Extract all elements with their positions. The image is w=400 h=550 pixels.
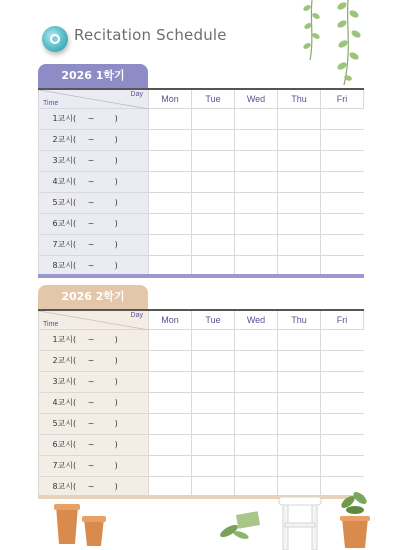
open-paren: ( [73,377,77,386]
period-name: 1교시 [52,335,73,344]
day-axis-label: Day [130,312,143,319]
schedule-cell[interactable] [235,371,278,392]
schedule-cell[interactable] [235,392,278,413]
period-row [39,255,364,276]
corner-header [39,310,149,329]
day-header: Wed [235,310,278,329]
schedule-cell[interactable] [235,213,278,234]
logo-icon [38,22,70,54]
tilde: ~ [87,419,95,428]
schedule-cell[interactable] [235,150,278,171]
schedule-cell[interactable] [192,192,235,213]
schedule-cell[interactable] [192,476,235,497]
period-row [39,413,364,434]
period-name: 8교시 [52,482,73,491]
open-paren: ( [73,419,77,428]
stool-icon [275,495,325,550]
schedule-cell[interactable] [192,108,235,129]
schedule-cell[interactable] [321,171,364,192]
close-paren: ) [114,482,118,491]
schedule-cell[interactable] [235,350,278,371]
day-header: Fri [321,310,364,329]
period-label [39,413,149,434]
open-paren: ( [73,440,77,449]
schedule-cell[interactable] [278,213,321,234]
schedule-cell[interactable] [278,413,321,434]
schedule-cell[interactable] [278,392,321,413]
period-name: 5교시 [52,198,73,207]
tilde: ~ [87,219,95,228]
period-name: 8교시 [52,261,73,270]
period-label [39,255,149,276]
close-paren: ) [114,335,118,344]
period-label [39,434,149,455]
schedule-cell[interactable] [235,434,278,455]
period-row [39,371,364,392]
period-row [39,108,364,129]
period-label [39,476,149,497]
period-row [39,434,364,455]
open-paren: ( [73,114,77,123]
period-row [39,213,364,234]
schedule-cell[interactable] [278,108,321,129]
tilde: ~ [87,335,95,344]
schedule-cell[interactable] [321,392,364,413]
close-paren: ) [114,135,118,144]
time-axis-label: Time [43,99,59,107]
schedule-cell[interactable] [235,129,278,150]
schedule-cell[interactable] [149,413,192,434]
period-label [39,329,149,350]
schedule-cell[interactable] [235,171,278,192]
schedule-cell[interactable] [278,150,321,171]
schedule-cell[interactable] [149,129,192,150]
schedule-cell[interactable] [278,371,321,392]
schedule-cell[interactable] [192,171,235,192]
page-title: Recitation Schedule [74,26,227,44]
schedule-cell[interactable] [192,255,235,276]
schedule-cell[interactable] [192,350,235,371]
schedule-cell[interactable] [278,329,321,350]
schedule-cell[interactable] [321,213,364,234]
period-label [39,350,149,371]
schedule-cell[interactable] [278,455,321,476]
period-row [39,192,364,213]
day-header: Wed [235,89,278,108]
tilde: ~ [87,440,95,449]
schedule-cell[interactable] [149,171,192,192]
tilde: ~ [87,482,95,491]
period-row [39,350,364,371]
period-name: 1교시 [52,114,73,123]
open-paren: ( [73,356,77,365]
period-name: 4교시 [52,177,73,186]
schedule-cell[interactable] [278,434,321,455]
period-row [39,329,364,350]
period-name: 2교시 [52,356,73,365]
schedule-cell[interactable] [321,129,364,150]
schedule-cell[interactable] [235,455,278,476]
period-name: 6교시 [52,219,73,228]
period-name: 7교시 [52,240,73,249]
schedule-cell[interactable] [149,234,192,255]
schedule-cell[interactable] [321,350,364,371]
time-axis-label: Time [43,320,59,328]
day-header: Thu [278,310,321,329]
period-row [39,129,364,150]
close-paren: ) [114,240,118,249]
day-header: Mon [149,89,192,108]
schedule-cell[interactable] [278,350,321,371]
period-label [39,171,149,192]
plants-icon [215,505,275,550]
period-label [39,392,149,413]
schedule-cell[interactable] [321,150,364,171]
schedule-cell[interactable] [235,234,278,255]
schedule-cell[interactable] [192,371,235,392]
schedule-cell[interactable] [149,255,192,276]
schedule-cell[interactable] [192,129,235,150]
tilde: ~ [87,135,95,144]
close-paren: ) [114,377,118,386]
period-name: 7교시 [52,461,73,470]
schedule-cell[interactable] [321,329,364,350]
schedule-cell[interactable] [278,476,321,497]
schedule-grid [38,309,364,498]
open-paren: ( [73,198,77,207]
schedule-cell[interactable] [192,392,235,413]
tilde: ~ [87,240,95,249]
period-row [39,476,364,497]
close-paren: ) [114,356,118,365]
schedule-cell[interactable] [278,255,321,276]
schedule-cell[interactable] [149,476,192,497]
tilde: ~ [87,398,95,407]
schedule-cell[interactable] [149,108,192,129]
schedule-cell[interactable] [149,455,192,476]
semester-tab: 2026 1학기 [38,64,148,88]
tilde: ~ [87,198,95,207]
close-paren: ) [114,114,118,123]
schedule-cell[interactable] [192,213,235,234]
schedule-cell[interactable] [278,171,321,192]
tilde: ~ [87,261,95,270]
schedule-cell[interactable] [192,234,235,255]
period-name: 2교시 [52,135,73,144]
schedule-cell[interactable] [149,150,192,171]
tilde: ~ [87,114,95,123]
schedule-grid [38,88,364,277]
tilde: ~ [87,156,95,165]
day-header: Mon [149,310,192,329]
schedule-cell[interactable] [321,192,364,213]
period-row [39,234,364,255]
tilde: ~ [87,356,95,365]
schedule-cell[interactable] [321,371,364,392]
close-paren: ) [114,398,118,407]
period-name: 4교시 [52,398,73,407]
period-name: 5교시 [52,419,73,428]
schedule-cell[interactable] [149,213,192,234]
tilde: ~ [87,177,95,186]
schedule-cell[interactable] [149,434,192,455]
close-paren: ) [114,461,118,470]
schedule-cell[interactable] [321,255,364,276]
day-axis-label: Day [130,91,143,98]
schedule-cell[interactable] [192,413,235,434]
semester-bottom-bar [38,274,364,278]
period-label [39,192,149,213]
close-paren: ) [114,440,118,449]
open-paren: ( [73,177,77,186]
schedule-cell[interactable] [278,192,321,213]
close-paren: ) [114,156,118,165]
period-label [39,129,149,150]
period-label [39,371,149,392]
schedule-cell[interactable] [192,150,235,171]
schedule-cell[interactable] [321,413,364,434]
schedule-cell[interactable] [149,392,192,413]
period-row [39,455,364,476]
period-row [39,392,364,413]
schedule-cell[interactable] [235,413,278,434]
semester-tab: 2026 2학기 [38,285,148,309]
period-label [39,108,149,129]
period-label [39,455,149,476]
period-name: 6교시 [52,440,73,449]
semester-2-table [38,285,364,501]
schedule-cell[interactable] [149,192,192,213]
period-row [39,150,364,171]
schedule-cell[interactable] [278,234,321,255]
open-paren: ( [73,156,77,165]
schedule-cell[interactable] [192,329,235,350]
day-header: Tue [192,310,235,329]
close-paren: ) [114,219,118,228]
schedule-cell[interactable] [192,434,235,455]
schedule-cell[interactable] [235,255,278,276]
schedule-cell[interactable] [235,329,278,350]
schedule-cell[interactable] [149,371,192,392]
period-label [39,213,149,234]
schedule-cell[interactable] [321,234,364,255]
open-paren: ( [73,219,77,228]
period-label [39,150,149,171]
period-label [39,234,149,255]
period-name: 3교시 [52,156,73,165]
potted-plant-icon [338,488,372,550]
flower-pots-icon [50,500,110,550]
close-paren: ) [114,177,118,186]
tilde: ~ [87,377,95,386]
period-row [39,171,364,192]
schedule-cell[interactable] [192,455,235,476]
period-name: 3교시 [52,377,73,386]
schedule-cell[interactable] [321,455,364,476]
open-paren: ( [73,261,77,270]
schedule-cell[interactable] [235,108,278,129]
close-paren: ) [114,198,118,207]
schedule-cell[interactable] [235,476,278,497]
semester-1-table [38,64,364,280]
day-header: Fri [321,89,364,108]
schedule-cell[interactable] [321,108,364,129]
schedule-cell[interactable] [149,329,192,350]
close-paren: ) [114,419,118,428]
open-paren: ( [73,482,77,491]
open-paren: ( [73,240,77,249]
day-header: Thu [278,89,321,108]
day-header: Tue [192,89,235,108]
open-paren: ( [73,461,77,470]
schedule-cell[interactable] [278,129,321,150]
tilde: ~ [87,461,95,470]
schedule-cell[interactable] [235,192,278,213]
schedule-cell[interactable] [321,434,364,455]
open-paren: ( [73,335,77,344]
close-paren: ) [114,261,118,270]
open-paren: ( [73,135,77,144]
open-paren: ( [73,398,77,407]
corner-header [39,89,149,108]
schedule-cell[interactable] [149,350,192,371]
